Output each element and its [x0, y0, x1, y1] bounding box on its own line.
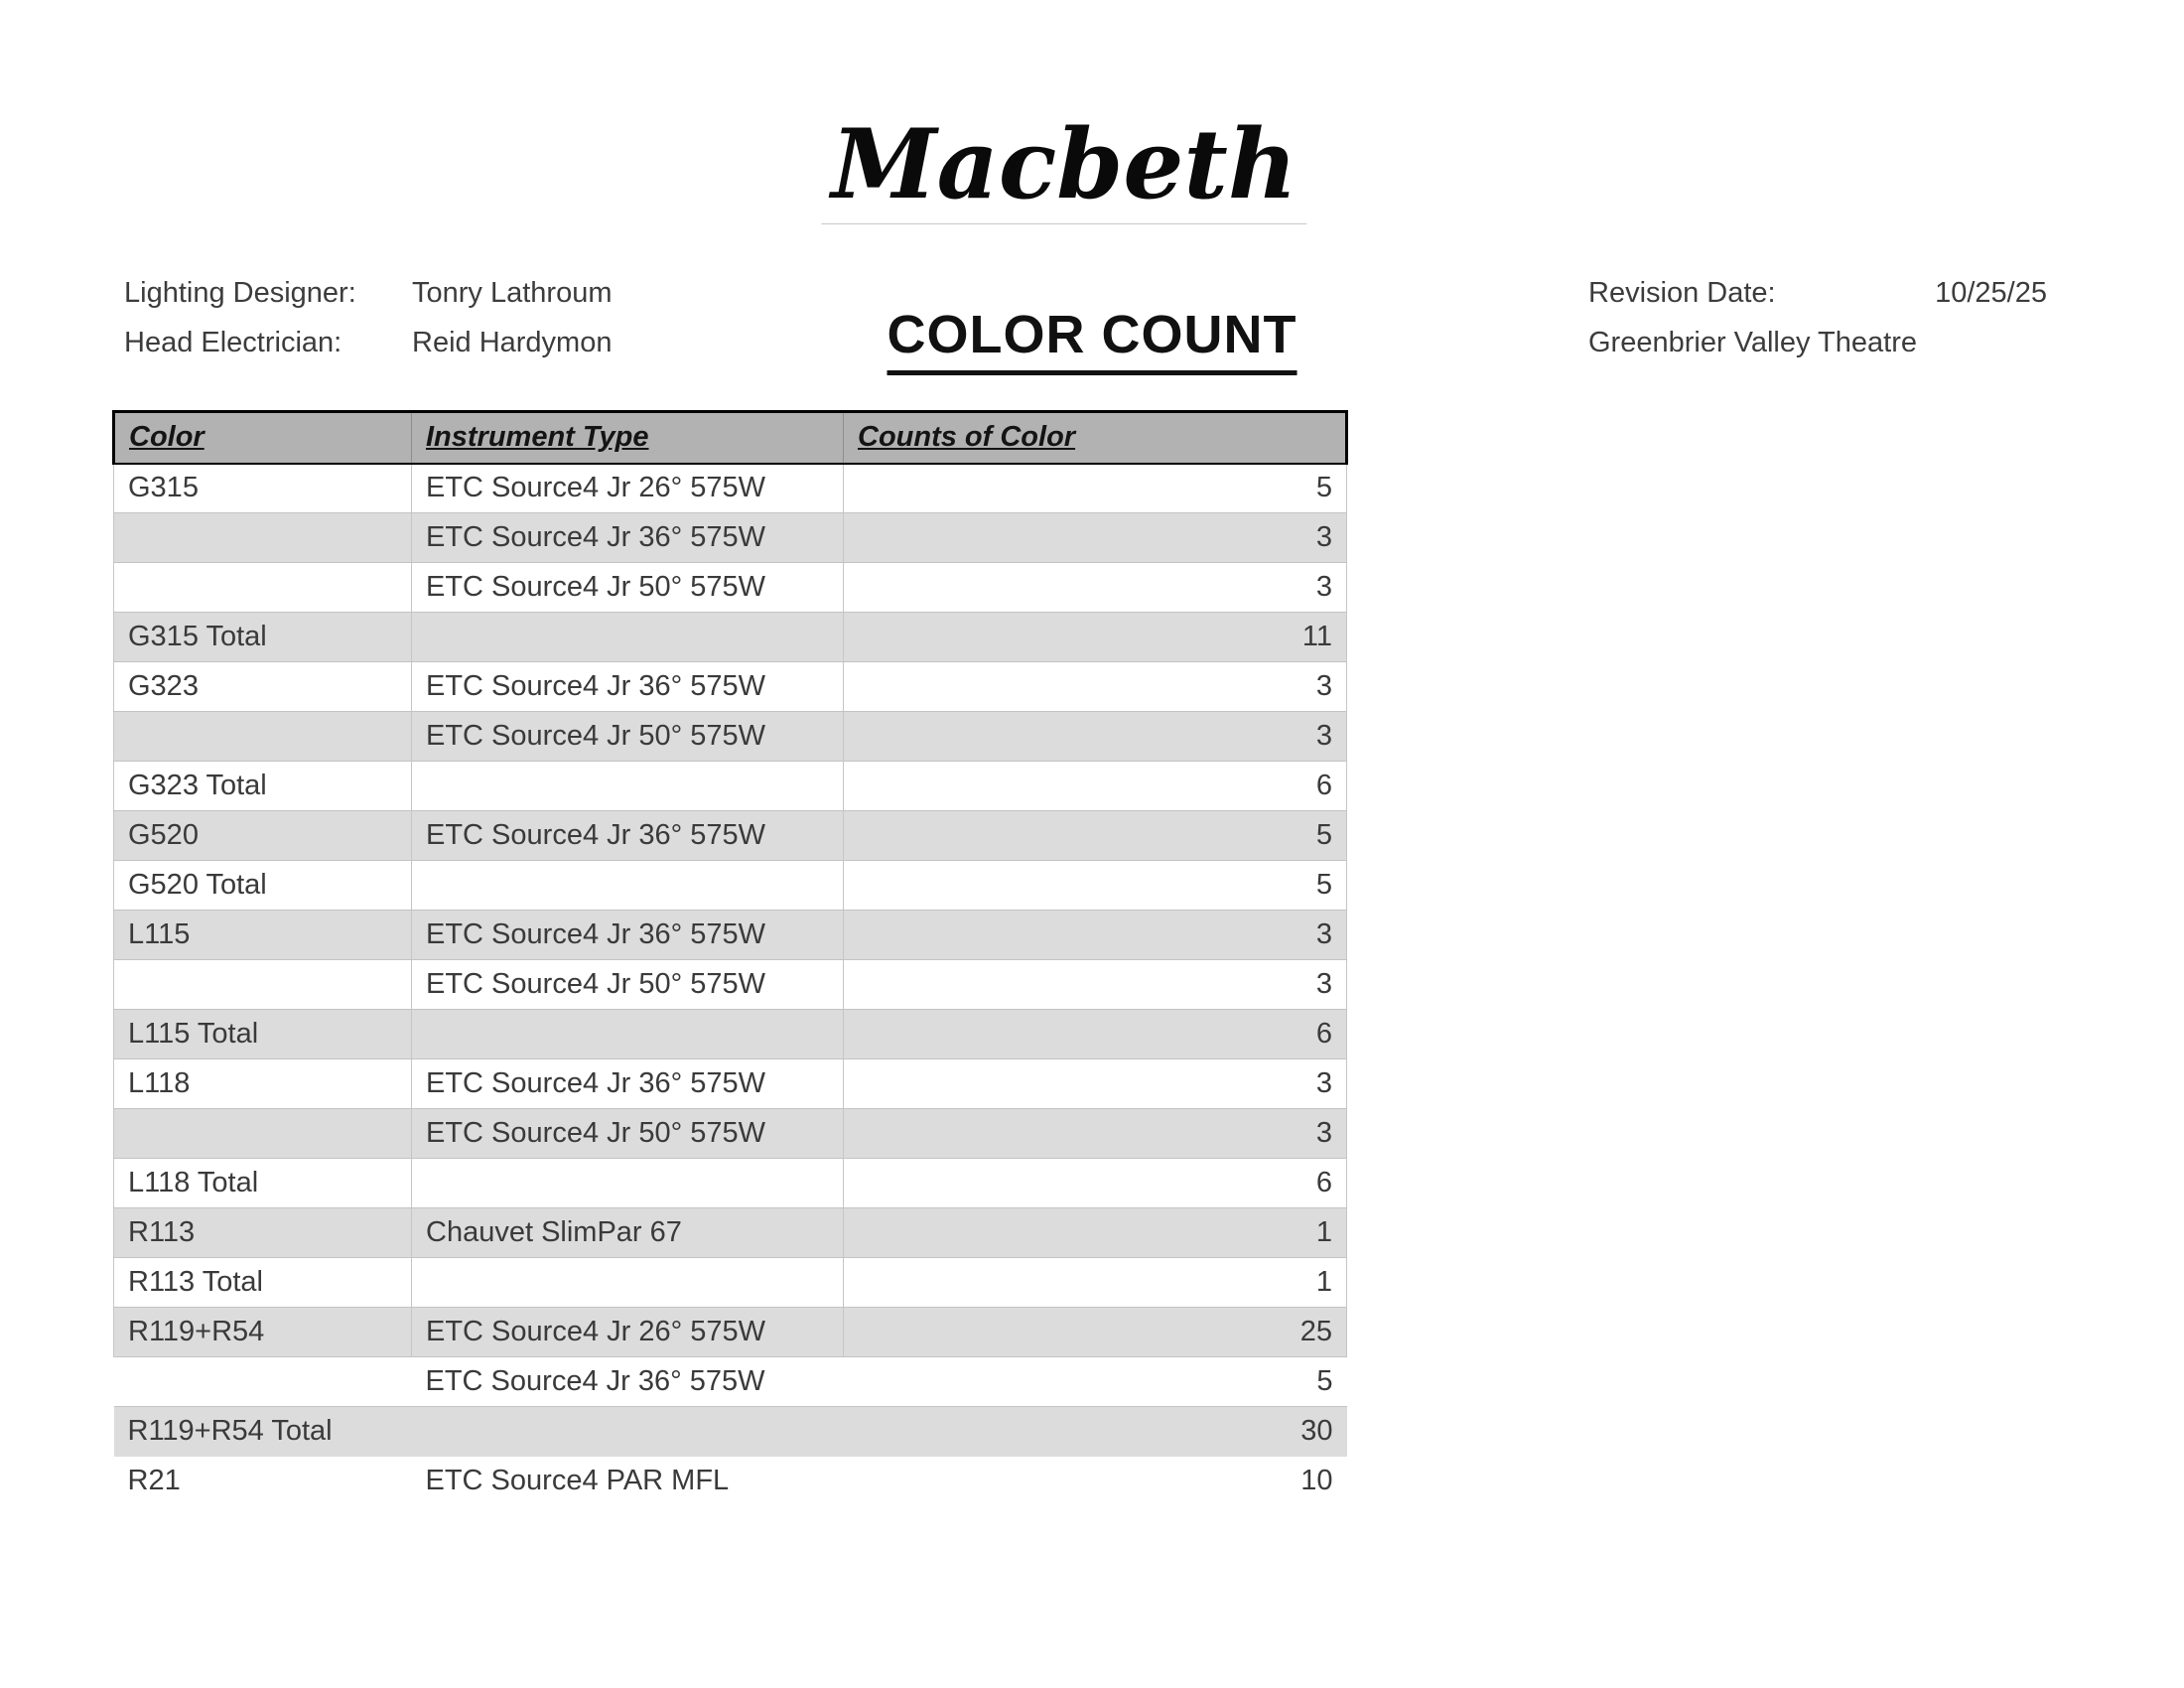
count-cell: 5	[844, 811, 1347, 861]
color-cell	[114, 960, 412, 1010]
color-cell	[114, 1109, 412, 1159]
document-subtitle: COLOR COUNT	[887, 304, 1297, 375]
instrument-cell: ETC Source4 PAR MFL	[425, 1465, 730, 1496]
count-cell: 5	[844, 1357, 1347, 1407]
color-cell: G323	[114, 662, 412, 712]
head-electrician-value: Reid Hardymon	[412, 326, 613, 358]
instrument-cell: ETC Source4 Jr 50° 575W	[412, 712, 844, 762]
head-electrician-label: Head Electrician:	[124, 326, 342, 358]
color-cell: L115	[114, 911, 412, 960]
table-row-total	[114, 762, 1347, 811]
count-cell: 3	[844, 960, 1347, 1010]
count-cell: 1	[844, 1208, 1347, 1258]
instrument-cell: ETC Source4 Jr 36° 575W	[412, 513, 844, 563]
table-row	[114, 811, 1347, 861]
count-cell: 3	[844, 662, 1347, 712]
count-cell: 5	[844, 861, 1347, 911]
color-cell: G315 Total	[114, 613, 412, 662]
color-cell	[114, 513, 412, 563]
instrument-cell	[412, 762, 844, 811]
venue-name: Greenbrier Valley Theatre	[1588, 326, 1917, 358]
revision-date-row	[1588, 268, 2047, 318]
count-cell: 10	[1300, 1465, 1333, 1496]
count-cell: 3	[844, 513, 1347, 563]
color-cell: L118	[114, 1059, 412, 1109]
count-cell: 1	[844, 1258, 1347, 1308]
table-row-total	[114, 613, 1347, 662]
lighting-designer-label: Lighting Designer:	[124, 276, 356, 309]
instrument-cell: ETC Source4 Jr 50° 575W	[412, 563, 844, 613]
color-cell: G520	[114, 811, 412, 861]
instrument-cell	[412, 1010, 844, 1059]
color-cell: R113	[114, 1208, 412, 1258]
show-title: Macbeth	[821, 107, 1306, 224]
count-cell: 6	[844, 1159, 1347, 1208]
color-cell: R113 Total	[114, 1258, 412, 1308]
table-row	[114, 712, 1347, 762]
instrument-cell	[412, 1407, 844, 1457]
table-row-total	[114, 1407, 1347, 1457]
crew-info-block	[124, 268, 613, 367]
table-row	[114, 662, 1347, 712]
table-row	[114, 1059, 1347, 1109]
color-column-header: Color	[114, 412, 412, 464]
instrument-cell: ETC Source4 Jr 36° 575W	[412, 662, 844, 712]
count-cell: 25	[844, 1308, 1347, 1357]
color-cell: G520 Total	[114, 861, 412, 911]
instrument-cell: ETC Source4 Jr 50° 575W	[412, 1109, 844, 1159]
color-cell	[114, 1357, 412, 1407]
color-cell: L118 Total	[114, 1159, 412, 1208]
table-row	[114, 1357, 1347, 1407]
revision-date-label: Revision Date:	[1588, 276, 1776, 309]
count-cell: 3	[844, 712, 1347, 762]
instrument-cell: ETC Source4 Jr 36° 575W	[412, 1059, 844, 1109]
lighting-designer-value: Tonry Lathroum	[412, 276, 613, 309]
color-cell: R119+R54	[114, 1308, 412, 1357]
count-cell: 6	[844, 1010, 1347, 1059]
venue-row	[1588, 318, 2047, 367]
instrument-cell: ETC Source4 Jr 36° 575W	[412, 811, 844, 861]
count-cell: 3	[844, 563, 1347, 613]
count-cell: 3	[844, 1109, 1347, 1159]
table-row-total	[114, 1258, 1347, 1308]
table-row	[114, 563, 1347, 613]
instrument-cell: ETC Source4 Jr 50° 575W	[412, 960, 844, 1010]
color-cell: G315	[114, 464, 412, 513]
table-row	[114, 464, 1347, 513]
instrument-cell	[412, 613, 844, 662]
count-cell: 5	[844, 464, 1347, 513]
table-body	[114, 464, 1347, 1506]
count-cell: 11	[844, 613, 1347, 662]
table-row	[114, 1308, 1347, 1357]
count-cell: 3	[844, 1059, 1347, 1109]
color-cell: R119+R54 Total	[114, 1407, 412, 1457]
instrument-cell: ETC Source4 Jr 26° 575W	[412, 464, 844, 513]
count-cell: 30	[844, 1407, 1347, 1457]
table-row-total	[114, 861, 1347, 911]
instrument-cell: ETC Source4 Jr 26° 575W	[412, 1308, 844, 1357]
count-cell: 6	[844, 762, 1347, 811]
table-row-total	[114, 1010, 1347, 1059]
table-row	[114, 1208, 1347, 1258]
instrument-column-header: Instrument Type	[412, 412, 844, 464]
table-row	[114, 960, 1347, 1010]
instrument-cell: ETC Source4 Jr 36° 575W	[412, 911, 844, 960]
instrument-cell: Chauvet SlimPar 67	[412, 1208, 844, 1258]
count-column-header: Counts of Color	[844, 412, 1347, 464]
revision-date-value: 10/25/25	[1935, 276, 2047, 309]
color-cell: L115 Total	[114, 1010, 412, 1059]
table-row	[114, 1109, 1347, 1159]
instrument-cell	[412, 1258, 844, 1308]
table-header	[114, 412, 1347, 464]
revision-info-block	[1588, 268, 2047, 367]
table-row	[114, 1457, 1347, 1506]
table-row	[114, 911, 1347, 960]
instrument-cell	[412, 861, 844, 911]
color-cell: G323 Total	[114, 762, 412, 811]
color-cell	[114, 563, 412, 613]
head-electrician-row	[124, 318, 613, 367]
count-cell: 3	[844, 911, 1347, 960]
table-row	[114, 513, 1347, 563]
color-count-table	[112, 410, 1348, 1506]
instrument-cell	[412, 1159, 844, 1208]
color-cell	[114, 712, 412, 762]
header-row	[114, 412, 1347, 464]
table-row-total	[114, 1159, 1347, 1208]
instrument-cell: ETC Source4 Jr 36° 575W	[412, 1357, 844, 1407]
color-cell: R21	[127, 1465, 181, 1496]
lighting-designer-row	[124, 268, 613, 318]
